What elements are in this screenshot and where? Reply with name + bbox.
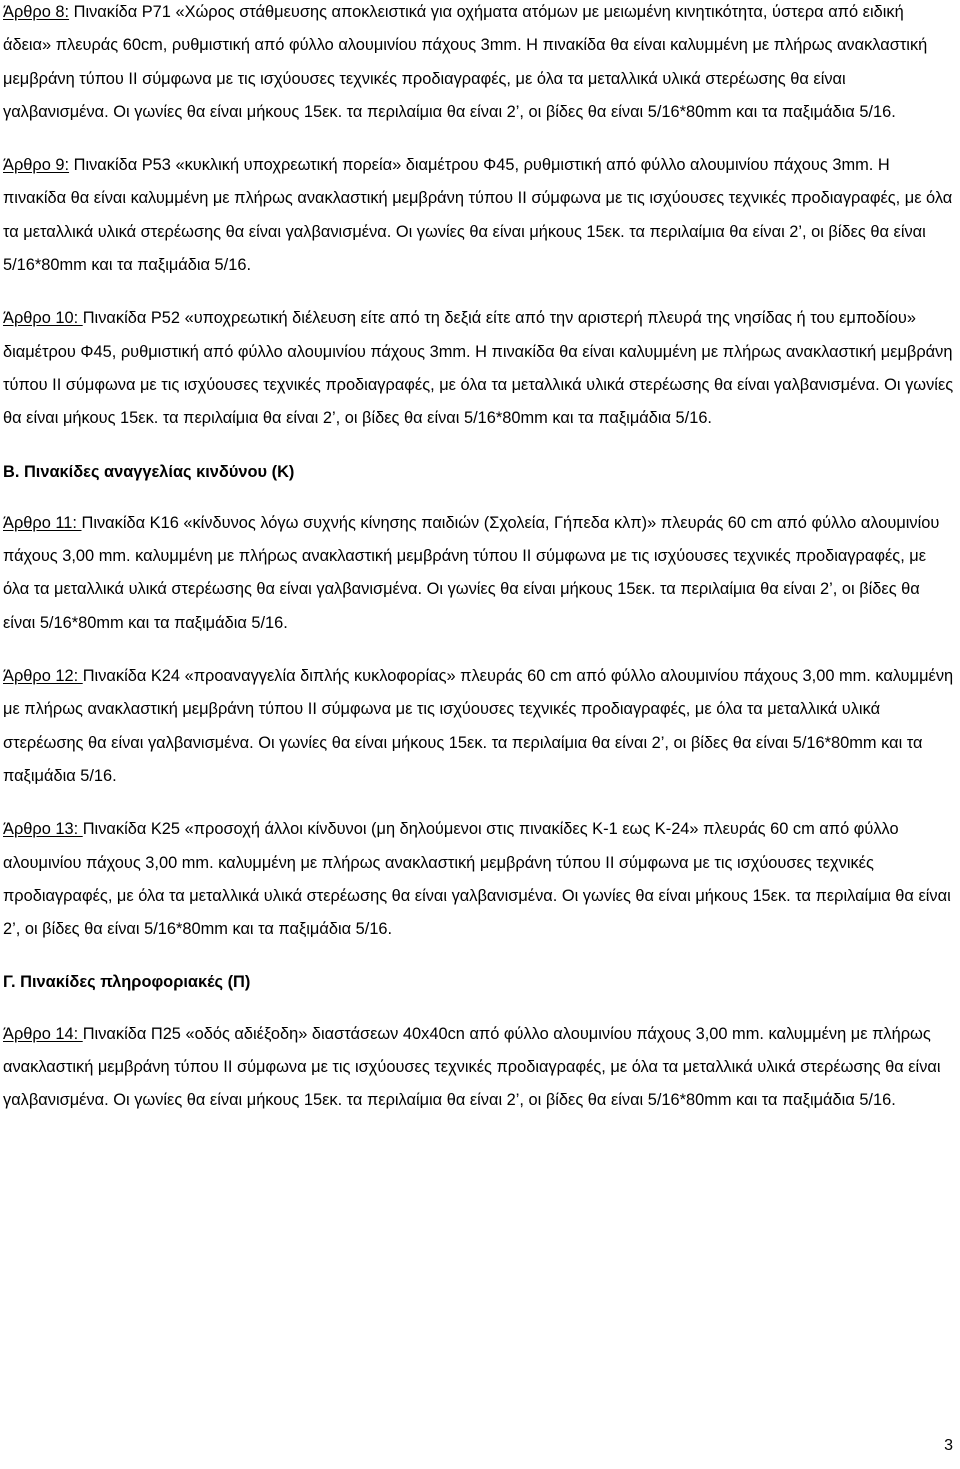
article-label: Άρθρο 8: — [3, 3, 70, 21]
article-13 — [3, 813, 955, 946]
article-body: Πινακίδα Κ24 «προαναγγελία διπλής κυκλοφορίας» πλευράς 60 cm από φύλλο αλουμινίου πάχους 3,00 mm. καλυμμένη με πλήρως ανακλαστική μεμβράνη τύπου ΙΙ σύμφωνα με τις ισχύουσες τεχνικές προδιαγραφές, με όλα τα μεταλλικά υλικά στερέωσης θα είναι γαλβανισμένα. Οι γωνίες θα είναι μήκους 15εκ. τα περιλαίμια θα είναι 2’, οι βίδες θα είναι 5/16*80mm και τα παξιμάδια 5/16. — [3, 667, 954, 785]
article-body: Πινακίδα Π25 «οδός αδιέξοδη» διαστάσεων 40x40cn από φύλλο αλουμινίου πάχους 3,00 mm. καλυμμένη με πλήρως ανακλαστική μεμβράνη τύπου ΙΙ σύμφωνα με τις ισχύουσες τεχνικές προδιαγραφές, με όλα τα μεταλλικά υλικά στερέωσης θα είναι γαλβανισμένα. Οι γωνίες θα είναι μήκους 15εκ. τα περιλαίμια θα είναι 2’, οι βίδες θα είναι 5/16*80mm και τα παξιμάδια 5/16. — [3, 1024, 941, 1110]
article-12 — [3, 660, 955, 793]
article-label: Άρθρο 9: — [3, 156, 70, 175]
article-8 — [3, 0, 955, 129]
article-body: Πινακίδα Κ16 «κίνδυνος λόγω συχνής κίνησης παιδιών (Σχολεία, Γήπεδα κλπ)» πλευράς 60 cm από φύλλο αλουμινίου πάχους 3,00 mm. καλυμμένη με πλήρως ανακλαστική μεμβράνη τύπου ΙΙ σύμφωνα με τις ισχύουσες τεχνικές προδιαγραφές, με όλα τα μεταλλικά υλικά στερέωσης θα είναι γαλβανισμένα. Οι γωνίες θα είναι μήκους 15εκ. τα περιλαίμια θα είναι 2’, οι βίδες θα είναι 5/16*80mm και τα παξιμάδια 5/16. — [3, 513, 940, 632]
article-11 — [3, 507, 955, 640]
section-heading-b: Β. Πινακίδες αναγγελίας κινδύνου (Κ) — [3, 462, 295, 481]
section-heading-c: Γ. Πινακίδες πληροφοριακές (Π) — [3, 973, 251, 992]
article-body: Πινακίδα Κ25 «προσοχή άλλοι κίνδυνοι (μη δηλούμενοι στις πινακίδες Κ-1 εως Κ-24» πλευράς 60 cm από φύλλο αλουμινίου πάχους 3,00 mm. καλυμμένη με πλήρως ανακλαστική μεμβράνη τύπου ΙΙ σύμφωνα με τις ισχύουσες τεχνικές προδιαγραφές, με όλα τα μεταλλικά υλικά στερέωσης θα είναι γαλβανισμένα. Οι γωνίες θα είναι μήκους 15εκ. τα περιλαίμια θα είναι 2’, οι βίδες θα είναι 5/16*80mm και τα παξιμάδια 5/16. — [3, 820, 951, 939]
article-body: Πινακίδα Ρ53 «κυκλική υποχρεωτική πορεία» διαμέτρου Φ45, ρυθμιστική από φύλλο αλουμινίου πάχους 3mm. Η πινακίδα θα είναι καλυμμένη με πλήρως ανακλαστική μεμβράνη τύπου ΙΙ σύμφωνα με τις ισχύουσες τεχνικές προδιαγραφές, με όλα τα μεταλλικά υλικά στερέωσης θα είναι γαλβανισμένα. Οι γωνίες θα είναι μήκους 15εκ. τα περιλαίμια θα είναι 2’, οι βίδες θα είναι 5/16*80mm και τα παξιμάδια 5/16. — [3, 156, 953, 275]
article-10 — [3, 302, 955, 435]
article-label: Άρθρο 11: — [3, 513, 82, 532]
article-label: Άρθρο 10: — [3, 309, 83, 328]
page-number: 3 — [944, 1437, 953, 1454]
article-label: Άρθρο 12: — [3, 667, 83, 686]
document-page — [3, 0, 955, 1138]
article-label: Άρθρο 14: — [3, 1024, 83, 1043]
article-body: Πινακίδα Ρ71 «Χώρος στάθμευσης αποκλειστικά για οχήματα ατόμων με μειωμένη κινητικότητα, ύστερα από ειδική άδεια» πλευράς 60cm, ρυθμιστική από φύλλο αλουμινίου πάχους 3mm. Η πινακίδα θα είναι καλυμμένη με πλήρως ανακλαστική μεμβράνη τύπου ΙΙ σύμφωνα με τις ισχύουσες τεχνικές προδιαγραφές, με όλα τα μεταλλικά υλικά στερέωσης θα είναι γαλβανισμένα. Οι γωνίες θα είναι μήκους 15εκ. τα περιλαίμια θα είναι 2’, οι βίδες θα είναι 5/16*80mm και τα παξιμάδια 5/16. — [3, 3, 928, 121]
article-14 — [3, 1018, 955, 1118]
article-9 — [3, 149, 955, 282]
article-body: Πινακίδα Ρ52 «υποχρεωτική διέλευση είτε από τη δεξιά είτε από την αριστερή πλευρά της νησίδας ή του εμποδίου» διαμέτρου Φ45, ρυθμιστική από φύλλο αλουμινίου πάχους 3mm. Η πινακίδα θα είναι καλυμμένη με πλήρως ανακλαστική μεμβράνη τύπου ΙΙ σύμφωνα με τις ισχύουσες τεχνικές προδιαγραφές, με όλα τα μεταλλικά υλικά στερέωσης θα είναι γαλβανισμένα. Οι γωνίες θα είναι μήκους 15εκ. τα περιλαίμια θα είναι 2’, οι βίδες θα είναι 5/16*80mm και τα παξιμάδια 5/16. — [3, 309, 954, 428]
article-label: Άρθρο 13: — [3, 820, 83, 839]
